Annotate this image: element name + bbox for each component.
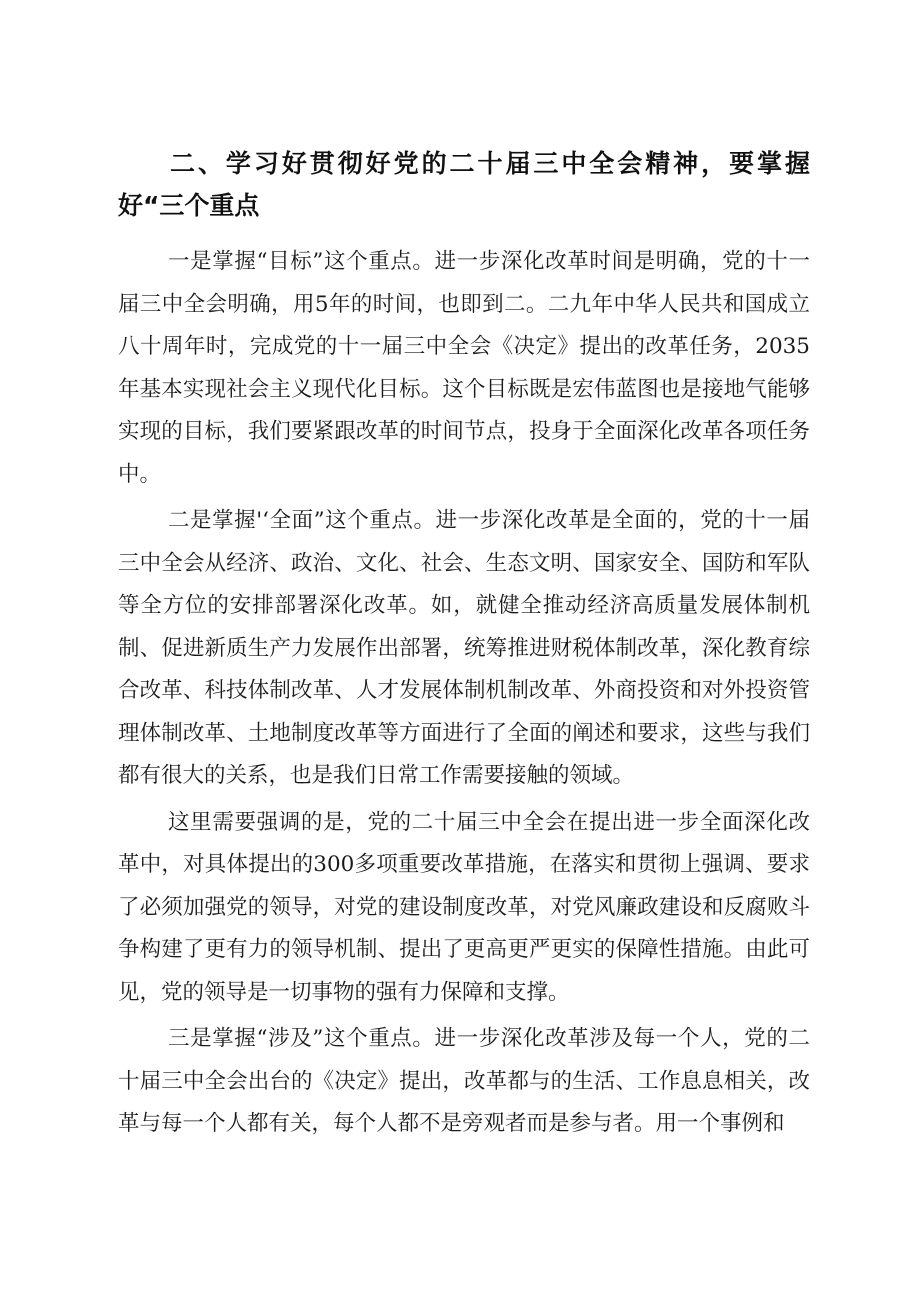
paragraph-involvement: 三是掌握“涉及”这个重点。进一步深化改革涉及每一个人，党的二十届三中全会出台的《决定》提出，改革都与的生活、工作息息相关，改革与每一个人都有关，每个人都不是旁观者而是参与者。用一个事例和 [118, 1026, 810, 1136]
paragraph-party-leadership: 这里需要强调的是，党的二十届三中全会在提出进一步全面深化改革中，对具体提出的300多项重要改革措施，在落实和贯彻上强调、要求了必须加强党的领导，对党的建设制度改革，对党风廉政建设和反腐败斗争构建了更有力的领导机制、提出了更高更严更实的保障性措施。由此可见，党的领导是一切事物的强有力保障和支撑。 [118, 809, 810, 1005]
paragraph-comprehensive: 二是掌握'‘全面”这个重点。进一步深化改革是全面的，党的十一届三中全会从经济、政治、文化、社会、生态文明、国家安全、国防和军队等全方位的安排部署深化改革。如，就健全推动经济高质量发展体制机制、促进新质生产力发展作出部署，统筹推进财税体制改革，深化教育综合改革、科技体制改革、人才发展体制机制改革、外商投资和对外投资管理体制改革、土地制度改革等方面进行了全面的阐述和要求，这些与我们都有很大的关系，也是我们日常工作需要接触的领域。 [118, 508, 810, 788]
section-heading: 二、学习好贯彻好党的二十届三中全会精神，要掌握好“三个重点 [118, 149, 810, 220]
paragraph-goal: 一是掌握“目标”这个重点。进一步深化改革时间是明确，党的十一届三中全会明确，用5年的时间，也即到二。二九年中华人民共和国成立八十周年时，完成党的十一届三中全会《决定》提出的改革任务，2035年基本实现社会主义现代化目标。这个目标既是宏伟蓝图也是接地气能够实现的目标，我们要紧跟改革的时间节点，投身于全面深化改革各项任务中。 [118, 249, 810, 487]
document-body [118, 143, 810, 1150]
